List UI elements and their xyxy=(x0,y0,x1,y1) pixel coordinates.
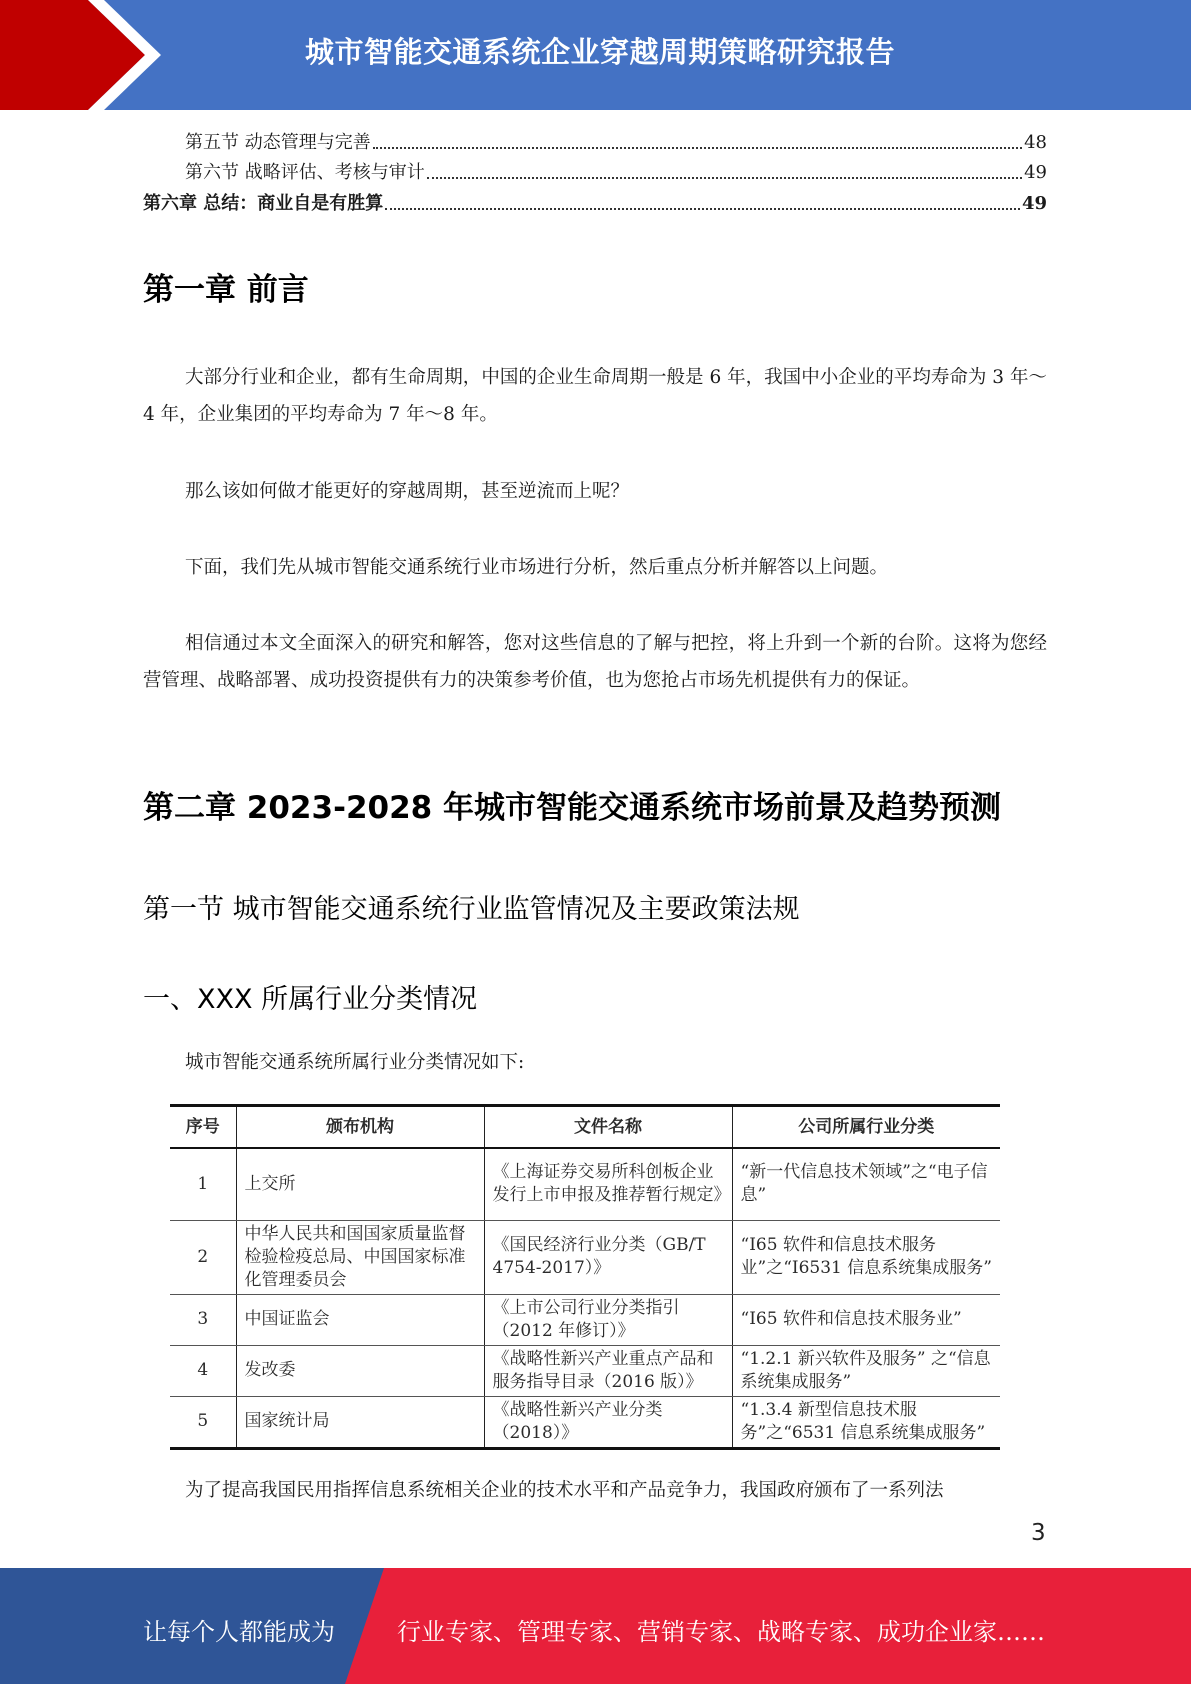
table-cell: “I65 软件和信息技术服务业”之“I6531 信息系统集成服务” xyxy=(732,1220,1000,1294)
table-cell: 4 xyxy=(170,1345,236,1396)
paragraph: 为了提高我国民用指挥信息系统相关企业的技术水平和产品竞争力，我国政府颁布了一系列法 xyxy=(185,1480,944,1501)
table-cell: 5 xyxy=(170,1396,236,1448)
table-cell: 中华人民共和国国家质量监督检验检疫总局、中国国家标准化管理委员会 xyxy=(236,1220,484,1294)
table-cell: “1.2.1 新兴软件及服务” 之“信息系统集成服务” xyxy=(732,1345,1000,1396)
table-header-row xyxy=(170,1106,1000,1149)
column-header: 公司所属行业分类 xyxy=(732,1106,1000,1149)
page-footer xyxy=(0,1568,1191,1684)
table-cell: “I65 软件和信息技术服务业” xyxy=(732,1294,1000,1345)
table-cell: 2 xyxy=(170,1220,236,1294)
toc-item[interactable] xyxy=(143,189,1047,215)
table-intro: 城市智能交通系统所属行业分类情况如下: xyxy=(185,1052,525,1073)
table-cell: 中国证监会 xyxy=(236,1294,484,1345)
toc-item-page: 49 xyxy=(1021,193,1047,214)
footer-slogan-left: 让每个人都能成为 xyxy=(143,1618,335,1646)
toc-leader xyxy=(427,177,1022,179)
header-title: 城市智能交通系统企业穿越周期策略研究报告 xyxy=(305,35,896,69)
section-heading: 第一节 城市智能交通系统行业监管情况及主要政策法规 xyxy=(143,894,800,925)
footer-slogan-right: 行业专家、管理专家、营销专家、战略专家、成功企业家…… xyxy=(397,1618,1045,1646)
page-header xyxy=(0,0,1191,110)
table-row xyxy=(170,1396,1000,1448)
table-row xyxy=(170,1148,1000,1220)
table-cell: 3 xyxy=(170,1294,236,1345)
table-cell: 《上市公司行业分类指引（2012 年修订）》 xyxy=(484,1294,732,1345)
column-header: 序号 xyxy=(170,1106,236,1149)
paragraph: 那么该如何做才能更好的穿越周期，甚至逆流而上呢？ xyxy=(185,481,630,502)
table-cell: 国家统计局 xyxy=(236,1396,484,1448)
page-number: 3 xyxy=(1031,1520,1046,1546)
toc-item-title: 第六章 总结：商业自是有胜算 xyxy=(143,193,384,214)
table-cell: 上交所 xyxy=(236,1148,484,1220)
column-header: 文件名称 xyxy=(484,1106,732,1149)
table-cell: 《战略性新兴产业分类（2018）》 xyxy=(484,1396,732,1448)
table-cell: “新一代信息技术领域”之“电子信息” xyxy=(732,1148,1000,1220)
table-cell: 1 xyxy=(170,1148,236,1220)
paragraph: 相信通过本文全面深入的研究和解答，您对这些信息的了解与把控，将上升到一个新的台阶。这将为您经营管理、战略部署、成功投资提供有力的决策参考价值，也为您抢占市场先机提供有力的保证。 xyxy=(143,633,1047,691)
table-cell: 《国民经济行业分类（GB/T 4754-2017）》 xyxy=(484,1220,732,1294)
table-row xyxy=(170,1345,1000,1396)
table-cell: “1.3.4 新型信息技术服务”之“6531 信息系统集成服务” xyxy=(732,1396,1000,1448)
column-header: 颁布机构 xyxy=(236,1106,484,1149)
toc-item[interactable] xyxy=(185,128,1047,154)
table-row xyxy=(170,1294,1000,1345)
toc-leader xyxy=(373,147,1022,149)
toc-item-title: 第六节 战略评估、考核与审计 xyxy=(185,162,425,183)
toc-item[interactable] xyxy=(185,158,1047,184)
paragraph: 下面，我们先从城市智能交通系统行业市场进行分析，然后重点分析并解答以上问题。 xyxy=(185,557,889,578)
table-cell: 发改委 xyxy=(236,1345,484,1396)
chapter-2-heading: 第二章 2023-2028 年城市智能交通系统市场前景及趋势预测 xyxy=(143,790,1002,826)
industry-classification-table xyxy=(170,1104,1000,1450)
chapter-1-heading: 第一章 前言 xyxy=(143,272,309,308)
subsection-heading: 一、XXX 所属行业分类情况 xyxy=(143,984,478,1015)
paragraph: 大部分行业和企业，都有生命周期，中国的企业生命周期一般是 6 年，我国中小企业的平均寿命为 3 年～4 年，企业集团的平均寿命为 7 年～8 年。 xyxy=(143,367,1047,425)
toc-leader xyxy=(385,208,1020,210)
table-cell: 《战略性新兴产业重点产品和服务指导目录（2016 版）》 xyxy=(484,1345,732,1396)
toc-item-page: 49 xyxy=(1024,162,1047,183)
toc-item-title: 第五节 动态管理与完善 xyxy=(185,132,371,153)
toc-item-page: 48 xyxy=(1024,132,1047,153)
table-cell: 《上海证券交易所科创板企业发行上市申报及推荐暂行规定》 xyxy=(484,1148,732,1220)
table-row xyxy=(170,1220,1000,1294)
